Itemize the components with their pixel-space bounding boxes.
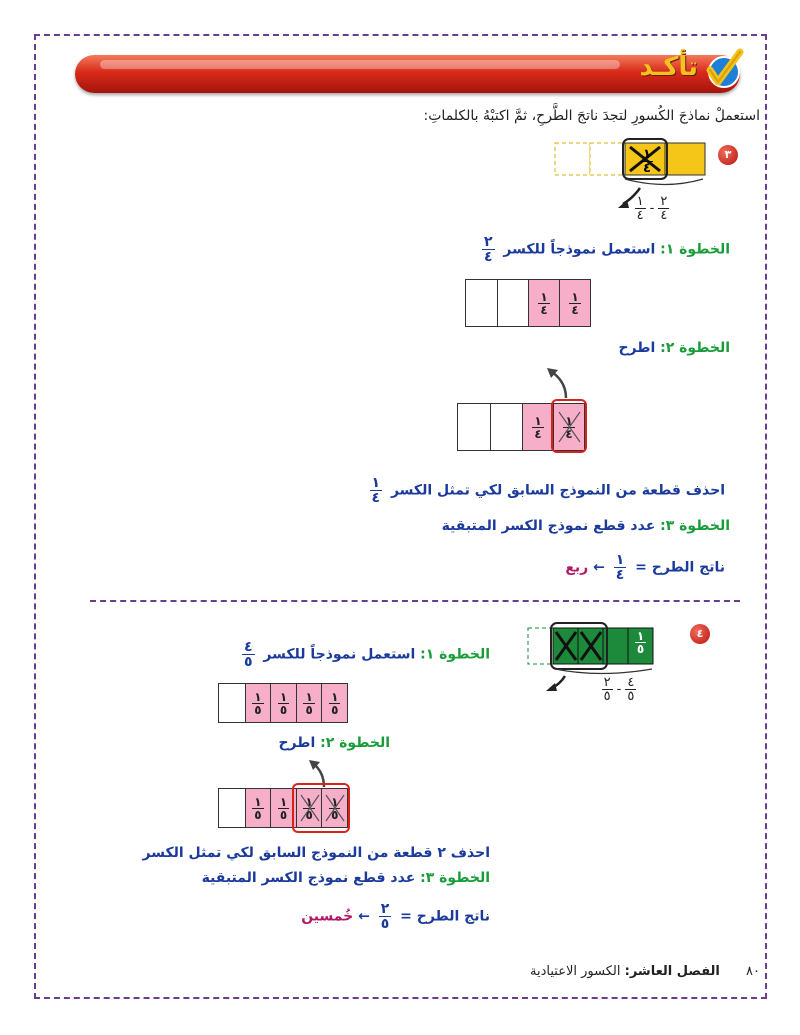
- page-number: ٨٠: [746, 964, 760, 979]
- problem-4-result: ناتج الطرح = $\frac{٢}{٥}$ ← خُمسين: [301, 901, 490, 932]
- bar-cell: $\frac{١}{٤}$: [528, 280, 559, 326]
- problem-3-model-label: $\frac{١}{٤}$: [643, 147, 651, 176]
- bar-cell: [219, 684, 245, 722]
- bar-cell-crossed: $\frac{١}{٤}$: [553, 404, 584, 450]
- problem-4-step-3: الخطوة ٣: عدد قطع نموذج الكسر المتبقية: [201, 870, 490, 886]
- problem-3-remove-arrow-icon: [538, 362, 578, 402]
- bar-cell: $\frac{١}{٤}$: [522, 404, 553, 450]
- problem-3-removed-highlight: [551, 399, 587, 453]
- bar-cell: [219, 789, 245, 827]
- problem-3-expression: $\frac{٢}{٤}$ - $\frac{١}{٤}$: [636, 194, 668, 223]
- checkmark-icon: [700, 48, 744, 92]
- bar-cell: $\frac{١}{٥}$: [245, 684, 271, 722]
- problem-3-badge: ٣: [718, 145, 738, 165]
- problem-3-bar-1: [465, 279, 591, 327]
- page-footer: [530, 964, 760, 979]
- instruction-text: استعملْ نماذجَ الكُسورِ لتجدَ ناتجَ الطَّرحِ، ثمَّ اكتبْهُ بالكلماتِ:: [423, 108, 760, 124]
- problem-4-model-label-a: $\frac{١}{٥}$: [636, 629, 645, 656]
- chapter-label: الفصل العاشر:: [624, 964, 720, 979]
- problem-4-removed-highlight: [292, 783, 350, 833]
- bar-cell: $\frac{١}{٥}$: [270, 684, 296, 722]
- bar-cell: $\frac{١}{٥}$: [296, 684, 322, 722]
- bar-cell: $\frac{١}{٤}$: [559, 280, 590, 326]
- section-divider: [90, 600, 740, 602]
- bar-cell-crossed: $\frac{١}{٥}$: [321, 789, 347, 827]
- problem-4-badge: ٤: [690, 624, 710, 644]
- bar-cell-crossed: $\frac{١}{٥}$: [296, 789, 322, 827]
- problem-4-step-1: الخطوة ١: استعمل نموذجاً للكسر $\frac{٤}{٥}$: [244, 639, 490, 670]
- problem-3-step-1: الخطوة ١: استعمل نموذجاً للكسر $\frac{٢}{٤}$: [484, 234, 730, 265]
- problem-4-delete-instruction: احذف ٢ قطعة من النموذج السابق لكي تمثل الكسر: [142, 845, 490, 861]
- bar-cell: $\frac{١}{٥}$: [245, 789, 271, 827]
- problem-4-bar-1: [218, 683, 348, 723]
- banner-shine: [100, 60, 620, 69]
- bar-cell: [458, 404, 490, 450]
- problem-3-delete-instruction: احذف قطعة من النموذج السابق لكي تمثل الكسر $\frac{١}{٤}$: [371, 475, 725, 506]
- bar-cell: [490, 404, 522, 450]
- bar-cell: [497, 280, 528, 326]
- bar-cell: $\frac{١}{٥}$: [270, 789, 296, 827]
- bar-cell: [466, 280, 497, 326]
- problem-3-step-3: الخطوة ٣: عدد قطع نموذج الكسر المتبقية: [441, 518, 730, 534]
- problem-4-step-2: الخطوة ٢: اطرح: [278, 735, 390, 751]
- problem-3-result: ناتج الطرح = $\frac{١}{٤}$ ← ربع: [565, 552, 725, 583]
- chapter-title: الكسور الاعتيادية: [530, 964, 621, 979]
- problem-4-model-label-b: $\frac{١}{٥}$: [661, 629, 670, 656]
- banner-title: تأكـد: [639, 52, 698, 82]
- bar-cell: $\frac{١}{٥}$: [321, 684, 347, 722]
- problem-4-expression: $\frac{٤}{٥}$ - $\frac{٢}{٥}$: [603, 675, 635, 704]
- problem-3-step-2: الخطوة ٢: اطرح: [618, 340, 730, 356]
